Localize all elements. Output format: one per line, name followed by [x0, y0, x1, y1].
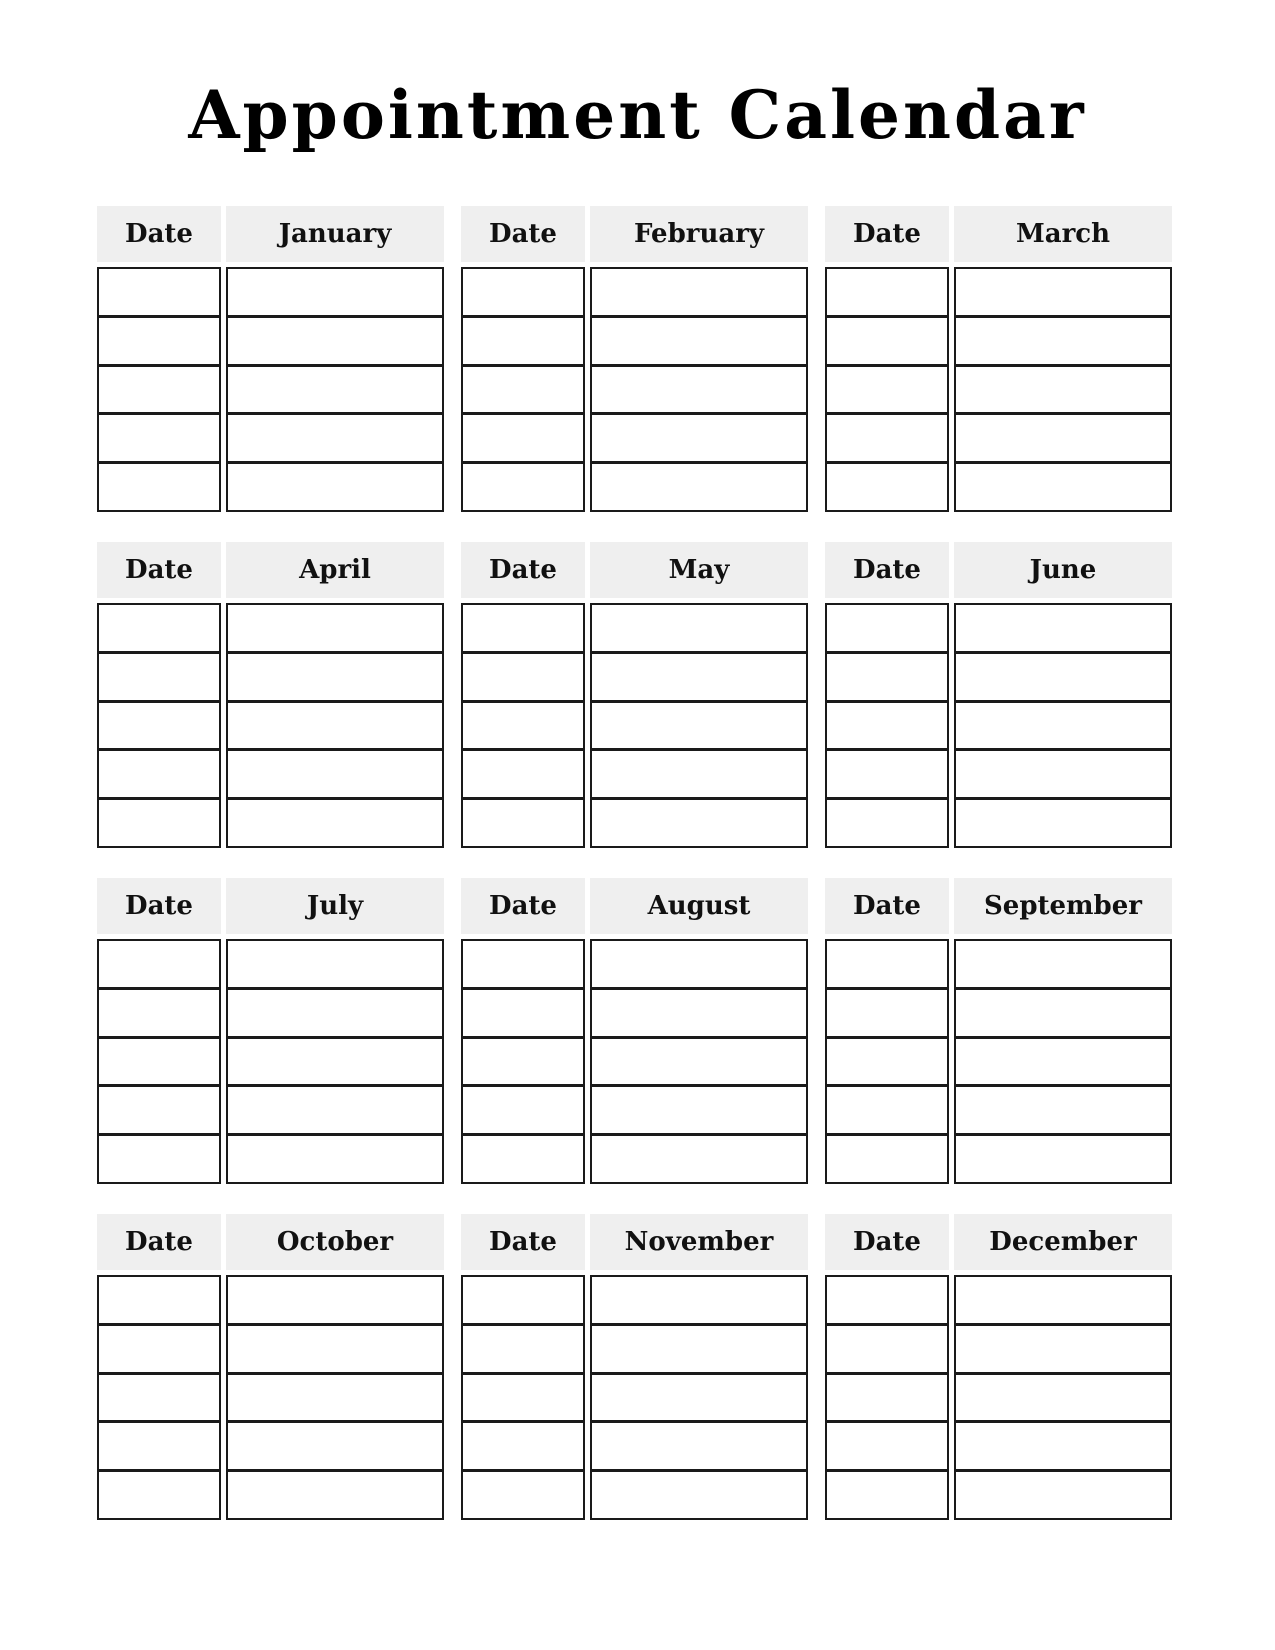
- month-block-march: [825, 206, 1172, 512]
- month-entries: [825, 603, 1172, 848]
- date-entry-cell[interactable]: [827, 415, 947, 464]
- appointment-entry-cell[interactable]: [228, 751, 442, 800]
- date-entry-cell[interactable]: [99, 1087, 219, 1136]
- appointment-entry-cell[interactable]: [592, 751, 806, 800]
- appointment-entry-cell[interactable]: [956, 367, 1170, 416]
- date-entry-cell[interactable]: [827, 751, 947, 800]
- month-name-header: March: [954, 206, 1172, 262]
- month-header-row: [461, 206, 808, 262]
- month-entries: [461, 939, 808, 1184]
- date-entry-cell[interactable]: [827, 990, 947, 1039]
- month-block-november: [461, 1214, 808, 1520]
- appointment-column: [954, 603, 1172, 848]
- month-name-header: August: [590, 878, 808, 934]
- appointment-entry-cell[interactable]: [592, 1277, 806, 1326]
- appointment-entry-cell[interactable]: [592, 1326, 806, 1375]
- appointment-entry-cell[interactable]: [956, 1136, 1170, 1182]
- month-name-header: December: [954, 1214, 1172, 1270]
- date-column-header: Date: [825, 878, 949, 934]
- appointment-entry-cell[interactable]: [592, 605, 806, 654]
- date-column-header: Date: [825, 1214, 949, 1270]
- date-entry-cell[interactable]: [827, 1326, 947, 1375]
- appointment-entry-cell[interactable]: [956, 1326, 1170, 1375]
- date-column-header: Date: [461, 1214, 585, 1270]
- appointment-column: [954, 1275, 1172, 1520]
- month-block-july: [97, 878, 444, 1184]
- appointment-entry-cell[interactable]: [228, 990, 442, 1039]
- date-entry-cell[interactable]: [463, 1039, 583, 1088]
- appointment-entry-cell[interactable]: [592, 318, 806, 367]
- appointment-entry-cell[interactable]: [228, 464, 442, 510]
- date-entry-cell[interactable]: [99, 367, 219, 416]
- appointment-column: [954, 939, 1172, 1184]
- date-column: [461, 1275, 585, 1520]
- date-entry-cell[interactable]: [827, 654, 947, 703]
- date-entry-cell[interactable]: [463, 1375, 583, 1424]
- month-entries: [97, 939, 444, 1184]
- month-name-header: June: [954, 542, 1172, 598]
- date-entry-cell[interactable]: [827, 703, 947, 752]
- appointment-entry-cell[interactable]: [956, 605, 1170, 654]
- date-entry-cell[interactable]: [827, 1472, 947, 1518]
- date-column: [825, 1275, 949, 1520]
- date-entry-cell[interactable]: [99, 1472, 219, 1518]
- date-column-header: Date: [825, 542, 949, 598]
- date-column: [97, 603, 221, 848]
- month-entries: [461, 603, 808, 848]
- date-entry-cell[interactable]: [99, 605, 219, 654]
- month-name-header: February: [590, 206, 808, 262]
- appointment-entry-cell[interactable]: [592, 1375, 806, 1424]
- date-entry-cell[interactable]: [463, 800, 583, 846]
- date-entry-cell[interactable]: [463, 269, 583, 318]
- date-entry-cell[interactable]: [463, 1087, 583, 1136]
- appointment-entry-cell[interactable]: [592, 941, 806, 990]
- date-column-header: Date: [461, 206, 585, 262]
- date-entry-cell[interactable]: [827, 1039, 947, 1088]
- appointment-entry-cell[interactable]: [956, 318, 1170, 367]
- date-entry-cell[interactable]: [463, 1277, 583, 1326]
- month-entries: [825, 267, 1172, 512]
- page-title: Appointment Calendar: [188, 76, 1087, 154]
- date-entry-cell[interactable]: [99, 654, 219, 703]
- date-entry-cell[interactable]: [463, 1326, 583, 1375]
- date-column: [825, 267, 949, 512]
- date-entry-cell[interactable]: [463, 464, 583, 510]
- month-header-row: [97, 1214, 444, 1270]
- month-header-row: [461, 542, 808, 598]
- appointment-entry-cell[interactable]: [228, 654, 442, 703]
- appointment-entry-cell[interactable]: [228, 1472, 442, 1518]
- date-entry-cell[interactable]: [99, 1326, 219, 1375]
- months-grid: [97, 206, 1179, 1520]
- appointment-entry-cell[interactable]: [956, 800, 1170, 846]
- appointment-entry-cell[interactable]: [956, 464, 1170, 510]
- appointment-entry-cell[interactable]: [228, 1087, 442, 1136]
- month-header-row: [825, 1214, 1172, 1270]
- month-header-row: [97, 878, 444, 934]
- date-column: [825, 939, 949, 1184]
- appointment-entry-cell[interactable]: [956, 1277, 1170, 1326]
- date-entry-cell[interactable]: [827, 1375, 947, 1424]
- date-entry-cell[interactable]: [99, 800, 219, 846]
- month-name-header: October: [226, 1214, 444, 1270]
- appointment-column: [954, 267, 1172, 512]
- appointment-entry-cell[interactable]: [592, 1136, 806, 1182]
- appointment-entry-cell[interactable]: [956, 1472, 1170, 1518]
- date-entry-cell[interactable]: [99, 1136, 219, 1182]
- appointment-entry-cell[interactable]: [956, 654, 1170, 703]
- date-entry-cell[interactable]: [463, 703, 583, 752]
- appointment-column: [226, 939, 444, 1184]
- appointment-entry-cell[interactable]: [592, 269, 806, 318]
- appointment-entry-cell[interactable]: [228, 1326, 442, 1375]
- date-entry-cell[interactable]: [99, 1375, 219, 1424]
- date-entry-cell[interactable]: [463, 415, 583, 464]
- appointment-column: [590, 1275, 808, 1520]
- appointment-column: [226, 267, 444, 512]
- date-entry-cell[interactable]: [99, 941, 219, 990]
- month-block-september: [825, 878, 1172, 1184]
- appointment-entry-cell[interactable]: [592, 800, 806, 846]
- month-entries: [461, 1275, 808, 1520]
- month-name-header: April: [226, 542, 444, 598]
- appointment-column: [226, 603, 444, 848]
- appointment-entry-cell[interactable]: [956, 269, 1170, 318]
- month-entries: [825, 939, 1172, 1184]
- date-entry-cell[interactable]: [99, 1039, 219, 1088]
- month-name-header: January: [226, 206, 444, 262]
- date-entry-cell[interactable]: [463, 318, 583, 367]
- month-name-header: July: [226, 878, 444, 934]
- date-entry-cell[interactable]: [827, 1136, 947, 1182]
- appointment-entry-cell[interactable]: [956, 703, 1170, 752]
- month-entries: [97, 1275, 444, 1520]
- appointment-column: [590, 267, 808, 512]
- date-column-header: Date: [825, 206, 949, 262]
- appointment-entry-cell[interactable]: [228, 1136, 442, 1182]
- date-entry-cell[interactable]: [827, 269, 947, 318]
- date-entry-cell[interactable]: [463, 990, 583, 1039]
- date-entry-cell[interactable]: [99, 990, 219, 1039]
- date-entry-cell[interactable]: [99, 1423, 219, 1472]
- date-entry-cell[interactable]: [463, 1136, 583, 1182]
- date-column: [461, 939, 585, 1184]
- date-entry-cell[interactable]: [827, 1277, 947, 1326]
- date-entry-cell[interactable]: [99, 1277, 219, 1326]
- month-block-december: [825, 1214, 1172, 1520]
- date-entry-cell[interactable]: [99, 751, 219, 800]
- date-column: [97, 1275, 221, 1520]
- month-header-row: [825, 878, 1172, 934]
- appointment-entry-cell[interactable]: [592, 990, 806, 1039]
- date-entry-cell[interactable]: [463, 367, 583, 416]
- date-entry-cell[interactable]: [827, 941, 947, 990]
- appointment-entry-cell[interactable]: [228, 269, 442, 318]
- month-block-may: [461, 542, 808, 848]
- appointment-entry-cell[interactable]: [228, 941, 442, 990]
- month-name-header: September: [954, 878, 1172, 934]
- date-column: [461, 603, 585, 848]
- month-entries: [825, 1275, 1172, 1520]
- appointment-entry-cell[interactable]: [228, 1375, 442, 1424]
- appointment-column: [590, 603, 808, 848]
- appointment-entry-cell[interactable]: [228, 703, 442, 752]
- date-entry-cell[interactable]: [463, 605, 583, 654]
- month-block-february: [461, 206, 808, 512]
- appointment-entry-cell[interactable]: [956, 415, 1170, 464]
- appointment-entry-cell[interactable]: [592, 1039, 806, 1088]
- date-entry-cell[interactable]: [99, 318, 219, 367]
- date-entry-cell[interactable]: [827, 1087, 947, 1136]
- appointment-entry-cell[interactable]: [228, 605, 442, 654]
- appointment-entry-cell[interactable]: [592, 464, 806, 510]
- date-entry-cell[interactable]: [99, 464, 219, 510]
- appointment-entry-cell[interactable]: [592, 654, 806, 703]
- appointment-entry-cell[interactable]: [228, 318, 442, 367]
- month-entries: [461, 267, 808, 512]
- month-block-august: [461, 878, 808, 1184]
- date-entry-cell[interactable]: [827, 464, 947, 510]
- date-entry-cell[interactable]: [463, 654, 583, 703]
- appointment-entry-cell[interactable]: [592, 367, 806, 416]
- appointment-entry-cell[interactable]: [956, 990, 1170, 1039]
- month-entries: [97, 603, 444, 848]
- date-entry-cell[interactable]: [827, 318, 947, 367]
- date-entry-cell[interactable]: [827, 800, 947, 846]
- appointment-column: [590, 939, 808, 1184]
- appointment-entry-cell[interactable]: [956, 941, 1170, 990]
- month-name-header: May: [590, 542, 808, 598]
- appointment-entry-cell[interactable]: [228, 1039, 442, 1088]
- date-column: [825, 603, 949, 848]
- appointment-entry-cell[interactable]: [228, 1277, 442, 1326]
- appointment-entry-cell[interactable]: [592, 703, 806, 752]
- appointment-entry-cell[interactable]: [956, 751, 1170, 800]
- date-column: [461, 267, 585, 512]
- date-entry-cell[interactable]: [463, 941, 583, 990]
- appointment-entry-cell[interactable]: [228, 800, 442, 846]
- date-entry-cell[interactable]: [827, 1423, 947, 1472]
- date-column-header: Date: [461, 542, 585, 598]
- month-block-october: [97, 1214, 444, 1520]
- date-entry-cell[interactable]: [99, 269, 219, 318]
- month-block-january: [97, 206, 444, 512]
- date-entry-cell[interactable]: [99, 703, 219, 752]
- appointment-column: [226, 1275, 444, 1520]
- date-column-header: Date: [97, 542, 221, 598]
- date-entry-cell[interactable]: [463, 751, 583, 800]
- appointment-entry-cell[interactable]: [592, 1472, 806, 1518]
- date-column: [97, 939, 221, 1184]
- date-entry-cell[interactable]: [463, 1423, 583, 1472]
- appointment-entry-cell[interactable]: [592, 415, 806, 464]
- date-entry-cell[interactable]: [827, 605, 947, 654]
- month-name-header: November: [590, 1214, 808, 1270]
- month-header-row: [825, 542, 1172, 598]
- date-column-header: Date: [97, 206, 221, 262]
- month-entries: [97, 267, 444, 512]
- date-column-header: Date: [97, 1214, 221, 1270]
- appointment-entry-cell[interactable]: [956, 1375, 1170, 1424]
- appointment-entry-cell[interactable]: [228, 367, 442, 416]
- appointment-entry-cell[interactable]: [956, 1039, 1170, 1088]
- appointment-entry-cell[interactable]: [592, 1087, 806, 1136]
- date-entry-cell[interactable]: [463, 1472, 583, 1518]
- month-block-june: [825, 542, 1172, 848]
- appointment-entry-cell[interactable]: [956, 1087, 1170, 1136]
- appointment-entry-cell[interactable]: [228, 1423, 442, 1472]
- month-header-row: [97, 206, 444, 262]
- month-header-row: [97, 542, 444, 598]
- month-header-row: [825, 206, 1172, 262]
- appointment-entry-cell[interactable]: [228, 415, 442, 464]
- date-column: [97, 267, 221, 512]
- appointment-entry-cell[interactable]: [956, 1423, 1170, 1472]
- month-block-april: [97, 542, 444, 848]
- month-header-row: [461, 1214, 808, 1270]
- date-entry-cell[interactable]: [99, 415, 219, 464]
- date-column-header: Date: [461, 878, 585, 934]
- month-header-row: [461, 878, 808, 934]
- date-column-header: Date: [97, 878, 221, 934]
- date-entry-cell[interactable]: [827, 367, 947, 416]
- appointment-entry-cell[interactable]: [592, 1423, 806, 1472]
